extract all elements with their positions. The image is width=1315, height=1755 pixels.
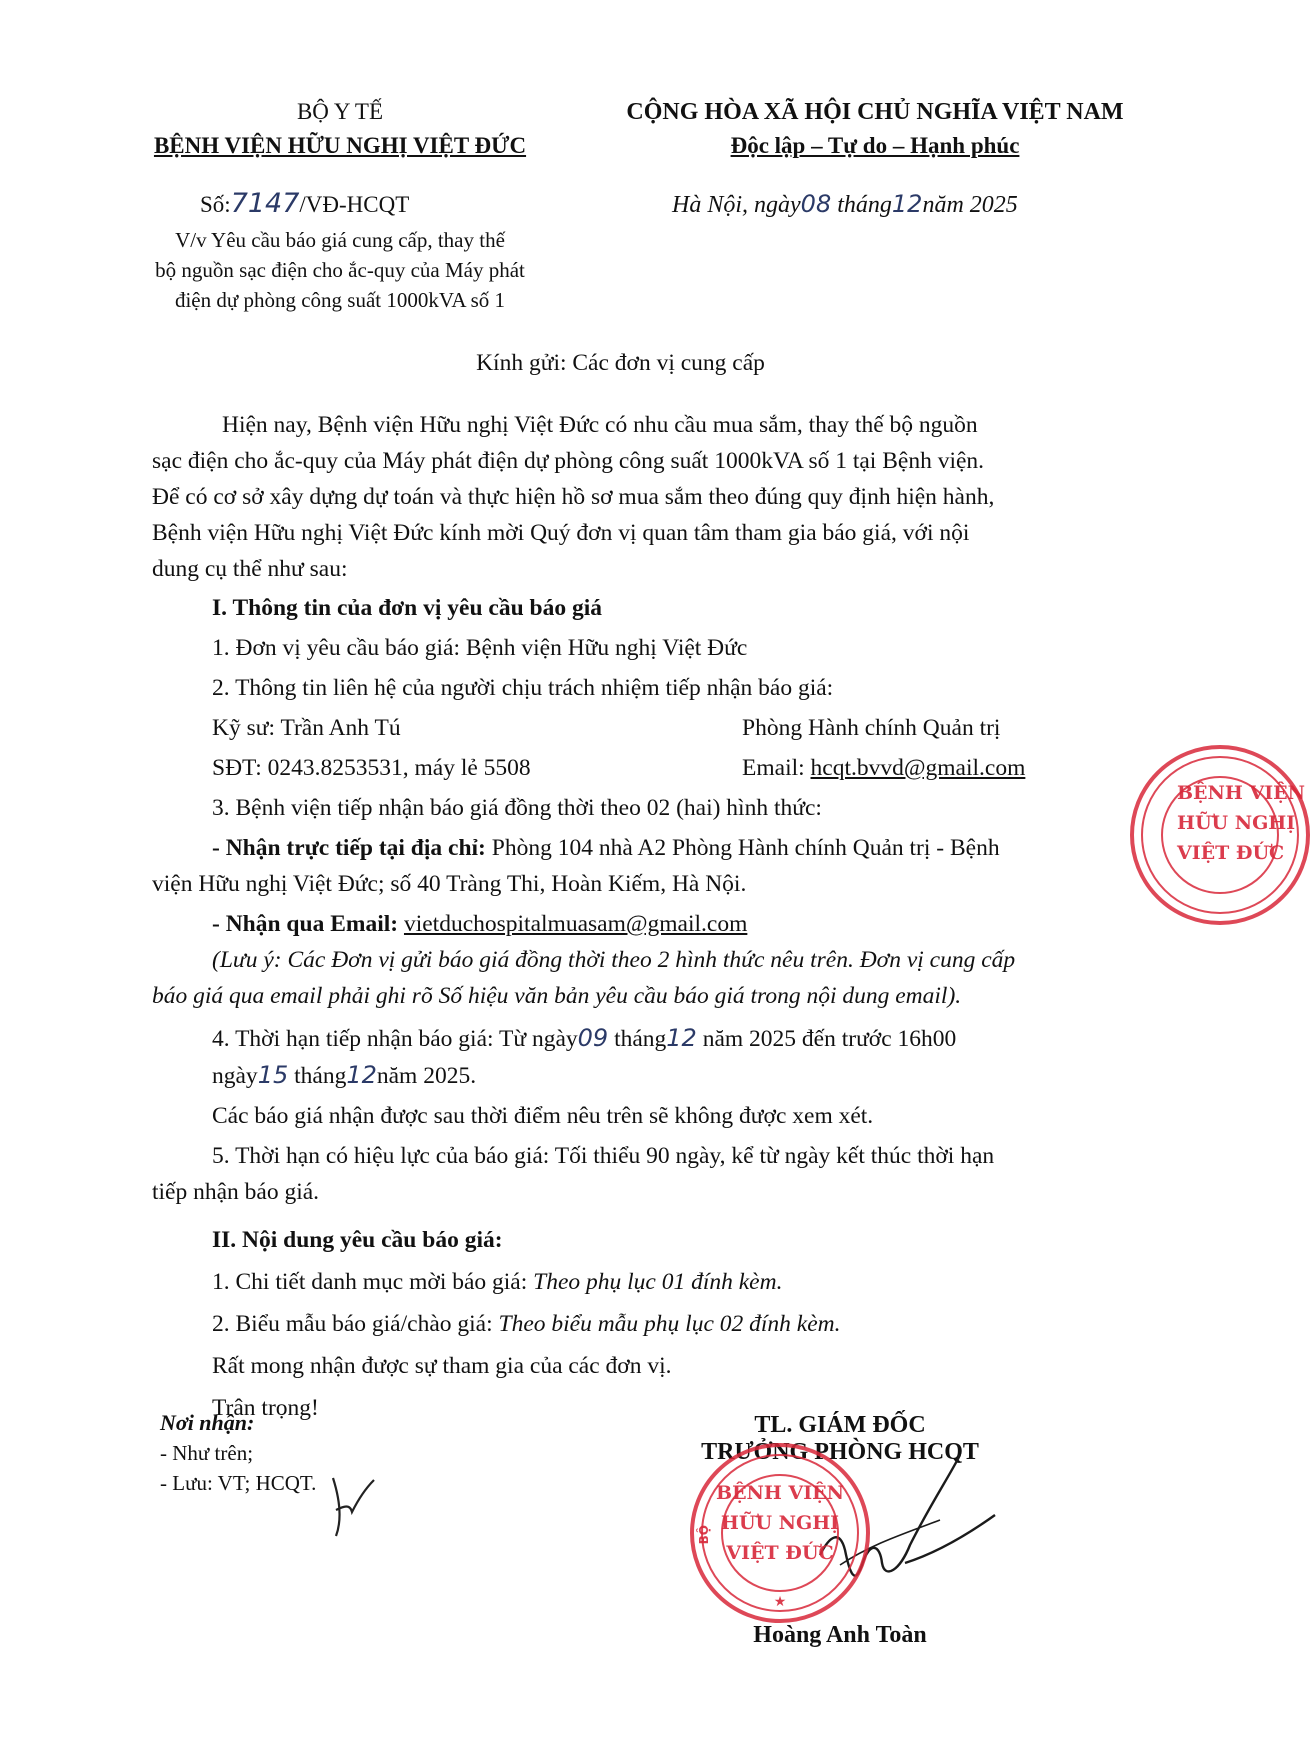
salutation (0, 345, 1241, 381)
date-day: 08 (800, 190, 832, 218)
item4-month-from: 12 (666, 1024, 697, 1052)
direct-text-cont: viện Hữu nghị Việt Đức; số 40 Tràng Thi, Hoàn Kiếm, Hà Nội. (152, 871, 747, 897)
stamp-text (715, 1478, 845, 1568)
item4-text: ngày (212, 1063, 258, 1089)
date-year: năm 2025 (922, 192, 1018, 218)
section-1-item-2: 2. Thông tin liên hệ của người chịu trách nhiệm tiếp nhận báo giá: (212, 675, 834, 701)
number-prefix: Số: (200, 192, 231, 217)
date-month-label: tháng (837, 192, 892, 218)
item4-text: tháng (294, 1063, 347, 1089)
signature-title-1: TL. GIÁM ĐỐC (754, 1412, 926, 1438)
item4-month-to: 12 (346, 1061, 377, 1089)
note-text: Các Đơn vị gửi báo giá đồng thời theo 2 hình thức nêu trên. Đơn vị cung cấp (287, 947, 1016, 973)
edge-stamp (1125, 740, 1305, 930)
contact-department: Phòng Hành chính Quản trị (742, 715, 1001, 741)
signer-name (660, 1622, 1020, 1649)
note-line (152, 942, 1132, 978)
ministry-name: BỘ Y TẾ (296, 99, 384, 124)
section-1-item-5: 5. Thời hạn có hiệu lực của báo giá: Tối thiểu 90 ngày, kể từ ngày kết thúc thời hạn (212, 1143, 995, 1169)
closing-regards: Trân trọng! (212, 1395, 319, 1421)
number-suffix: /VĐ-HCQT (299, 192, 410, 217)
direct-text: Phòng 104 nhà A2 Phòng Hành chính Quản trị - Bệnh (491, 835, 1000, 861)
stamp-line: BỆNH VIỆN (716, 1482, 844, 1504)
direct-submission (152, 830, 1132, 866)
signature-title-2: TRƯỞNG PHÒNG HCQT (701, 1439, 979, 1465)
hospital-name (110, 129, 570, 163)
section-1-item-5-cont: tiếp nhận báo giá. (152, 1179, 320, 1205)
item4-text: năm 2025. (376, 1063, 477, 1089)
contact-email-link[interactable]: hcqt.bvvd@gmail.com (810, 755, 1026, 781)
section-2-item-1 (152, 1264, 1132, 1300)
intro-paragraph (152, 407, 1112, 587)
stamp-line: VIỆT ĐỨC (1177, 842, 1285, 864)
item4-day-to: 15 (257, 1061, 289, 1089)
subject-line: bộ nguồn sạc điện cho ắc-quy của Máy phát (155, 258, 525, 282)
country-name: CỘNG HÒA XÃ HỘI CHỦ NGHĨA VIỆT NAM (626, 99, 1124, 125)
item4-text: tháng (614, 1026, 667, 1052)
section-1-item-1: 1. Đơn vị yêu cầu báo giá: Bệnh viện Hữu nghị Việt Đức (212, 635, 748, 661)
contact-row-1 (152, 710, 1132, 750)
item-value: Theo biểu mẫu phụ lục 02 đính kèm. (498, 1311, 841, 1337)
section-1-title: I. Thông tin của đơn vị yêu cầu báo giá (212, 595, 602, 621)
stamp-line: VIỆT ĐỨC (726, 1542, 834, 1564)
stamp-side: BỘ (697, 1525, 711, 1545)
stamp-line: BỆNH VIỆN (1177, 782, 1305, 804)
date-month: 12 (891, 190, 923, 218)
intro-line: dung cụ thể như sau: (152, 556, 348, 582)
intro-line: Hiện nay, Bệnh viện Hữu nghị Việt Đức có nhu cầu mua sắm, thay thế bộ nguồn (222, 412, 978, 438)
date-place: Hà Nội, ngày (672, 192, 801, 218)
document-subject (110, 225, 570, 315)
subject-line: điện dự phòng công suất 1000kVA số 1 (174, 288, 506, 312)
section-2-item-2 (152, 1306, 1132, 1342)
stamp-line: HỮU NGHỊ (720, 1512, 840, 1534)
contact-row-2 (152, 750, 1132, 790)
contact-phone: SĐT: 0243.8253531, máy lẻ 5508 (212, 755, 531, 781)
salutation-text: Kính gửi: Các đơn vị cung cấp (476, 350, 765, 376)
motto (600, 129, 1150, 163)
email-label: - Nhận qua Email: (212, 911, 399, 937)
item4-text: 4. Thời hạn tiếp nhận báo giá: Từ ngày (212, 1026, 578, 1052)
item4-day-from: 09 (577, 1024, 609, 1052)
note-text-cont: báo giá qua email phải ghi rõ Số hiệu văn bản yêu cầu báo giá trong nội dung email). (152, 983, 962, 1009)
section-1 (152, 590, 1132, 1210)
stamp-line: HỮU NGHỊ (1177, 812, 1296, 834)
section-2-title: II. Nội dung yêu cầu báo giá: (212, 1227, 503, 1253)
item4-text: năm 2025 đến trước 16h00 (702, 1026, 957, 1052)
intro-line: sạc điện cho ắc-quy của Máy phát điện dự phòng công suất 1000kVA số 1 tại Bệnh viện. (152, 448, 985, 474)
item-value: Theo phụ lục 01 đính kèm. (533, 1269, 783, 1295)
intro-line: Để có cơ sở xây dựng dự toán và thực hiện hồ sơ mua sắm theo đúng quy định hiện hành, (152, 484, 995, 510)
section-1-item-3: 3. Bệnh viện tiếp nhận báo giá đồng thời theo 02 (hai) hình thức: (212, 795, 822, 821)
intro-line: Bệnh viện Hữu nghị Việt Đức kính mời Quý đơn vị quan tâm tham gia báo giá, với nội (152, 520, 970, 546)
recipient-line: - Lưu: VT; HCQT. (160, 1471, 317, 1495)
svg-text:★: ★ (773, 1594, 787, 1610)
subject-line: V/v Yêu cầu báo giá cung cấp, thay thế (175, 228, 505, 252)
item-label: 2. Biểu mẫu báo giá/chào giá: (212, 1311, 493, 1337)
section-2 (152, 1222, 1132, 1426)
submission-email-link[interactable]: vietduchospitalmuasam@gmail.com (403, 911, 748, 937)
section-1-item-4 (152, 1020, 1132, 1057)
recipient-line: - Như trên; (160, 1441, 254, 1465)
motto-text: Độc lập – Tự do – Hạnh phúc (730, 133, 1020, 158)
late-note: Các báo giá nhận được sau thời điểm nêu trên sẽ không được xem xét. (212, 1103, 874, 1129)
header-right (600, 95, 1150, 163)
hospital-name-text: BỆNH VIỆN HỮU NGHỊ VIỆT ĐỨC (153, 133, 527, 158)
recipients-label: Nơi nhận: (160, 1410, 255, 1435)
initial-mark-icon (328, 1470, 378, 1540)
item-label: 1. Chi tiết danh mục mời báo giá: (212, 1269, 528, 1295)
direct-label: - Nhận trực tiếp tại địa chỉ: (212, 835, 486, 861)
stamp-side-text (697, 1525, 711, 1544)
email-submission (152, 906, 1132, 942)
number-handwritten: 7147 (230, 188, 300, 219)
document-number (200, 188, 409, 219)
contact-name: Kỹ sư: Trần Anh Tú (212, 715, 401, 741)
contact-email-label: Email: (742, 755, 805, 781)
closing-line: Rất mong nhận được sự tham gia của các đơn vị. (212, 1353, 672, 1379)
note-label: (Lưu ý: (212, 947, 282, 973)
document-date (672, 190, 1018, 219)
header-left (110, 95, 570, 163)
section-1-item-4-cont (152, 1057, 1132, 1094)
edge-stamp-text (1177, 778, 1307, 868)
signer-name-text: Hoàng Anh Toàn (753, 1622, 927, 1648)
